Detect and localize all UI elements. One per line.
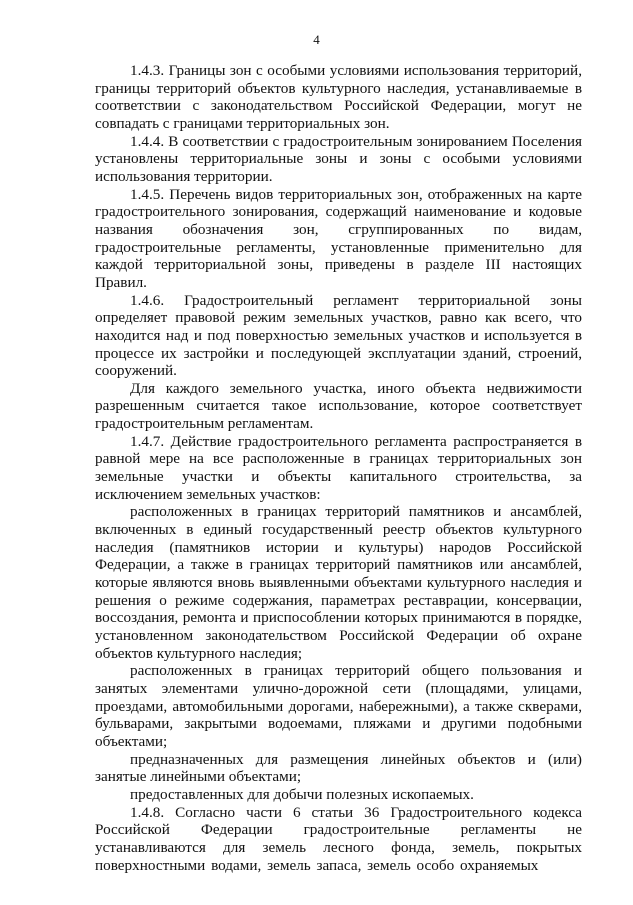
paragraph-1-4-5: 1.4.5. Перечень видов территориальных зон, отображенных на карте градостроительного зонирования, содержащий наименование и кодовые названия обозначения зон, сгруппированных по видам, градостроительные регламенты, установленные применительно для каждой территориальной зоны, приведены в разделе III настоящих Правил. xyxy=(95,185,582,291)
paragraph-1-4-4: 1.4.4. В соответствии с градостроительным зонированием Поселения установлены территориальные зоны и зоны с особыми условиями использования территории. xyxy=(95,132,582,185)
list-item-cultural-heritage: расположенных в границах территорий памятников и ансамблей, включенных в единый государственный реестр объектов культурного наследия (памятников истории и культуры) народов Российской Федерации, а также в границах территорий памятников или ансамблей, которые являются вновь выявленными объектами культурного наследия и решения о режиме содержания, параметрах реставрации, консервации, воссоздания, ремонта и приспособлении которых принимаются в порядке, установленном законодательством Российской Федерации об охране объектов культурного наследия; xyxy=(95,503,582,662)
paragraph-1-4-3: 1.4.3. Границы зон с особыми условиями использования территорий, границы территорий объектов культурного наследия, устанавливаемые в соответствии с законодательством Российской Федерации, могут не совпадать с границами территориальных зон. xyxy=(95,62,582,132)
paragraph-1-4-8: 1.4.8. Согласно части 6 статьи 36 Градостроительного кодекса Российской Федерации градостроительные регламенты не устанавливаются для земель лесного фонда, земель, покрытых поверхностными водами, земель запаса, земель особо охраняемых xyxy=(95,803,582,874)
paragraph-1-4-7: 1.4.7. Действие градостроительного регламента распространяется в равной мере на все расположенные в границах территориальных зон земельные участки и объекты капитального строительства, за исключением земельных участков: xyxy=(95,432,582,503)
list-item-minerals: предоставленных для добычи полезных ископаемых. xyxy=(130,785,474,803)
list-item-linear-objects: предназначенных для размещения линейных объектов и (или) занятые линейными объектами; xyxy=(95,750,582,786)
paragraph-permitted-use: Для каждого земельного участка, иного объекта недвижимости разрешенным считается такое использование, которое соответствует градостроительным регламентам. xyxy=(95,379,582,433)
document-body xyxy=(95,62,582,874)
paragraph-1-4-6: 1.4.6. Градостроительный регламент территориальной зоны определяет правовой режим земельных участков, равно как всего, что находится над и под поверхностью земельных участков и используется в процессе их застройки и последующей эксплуатации зданий, строений, сооружений. xyxy=(95,291,582,380)
page-number: 4 xyxy=(313,32,320,47)
list-item-public-territories: расположенных в границах территорий общего пользования и занятых элементами улично-дорожной сети (площадями, улицами, проездами, автомобильными дорогами, набережными), а также скверами, бульварами, закрытыми водоемами, пляжами и другими подобными объектами; xyxy=(95,662,582,750)
